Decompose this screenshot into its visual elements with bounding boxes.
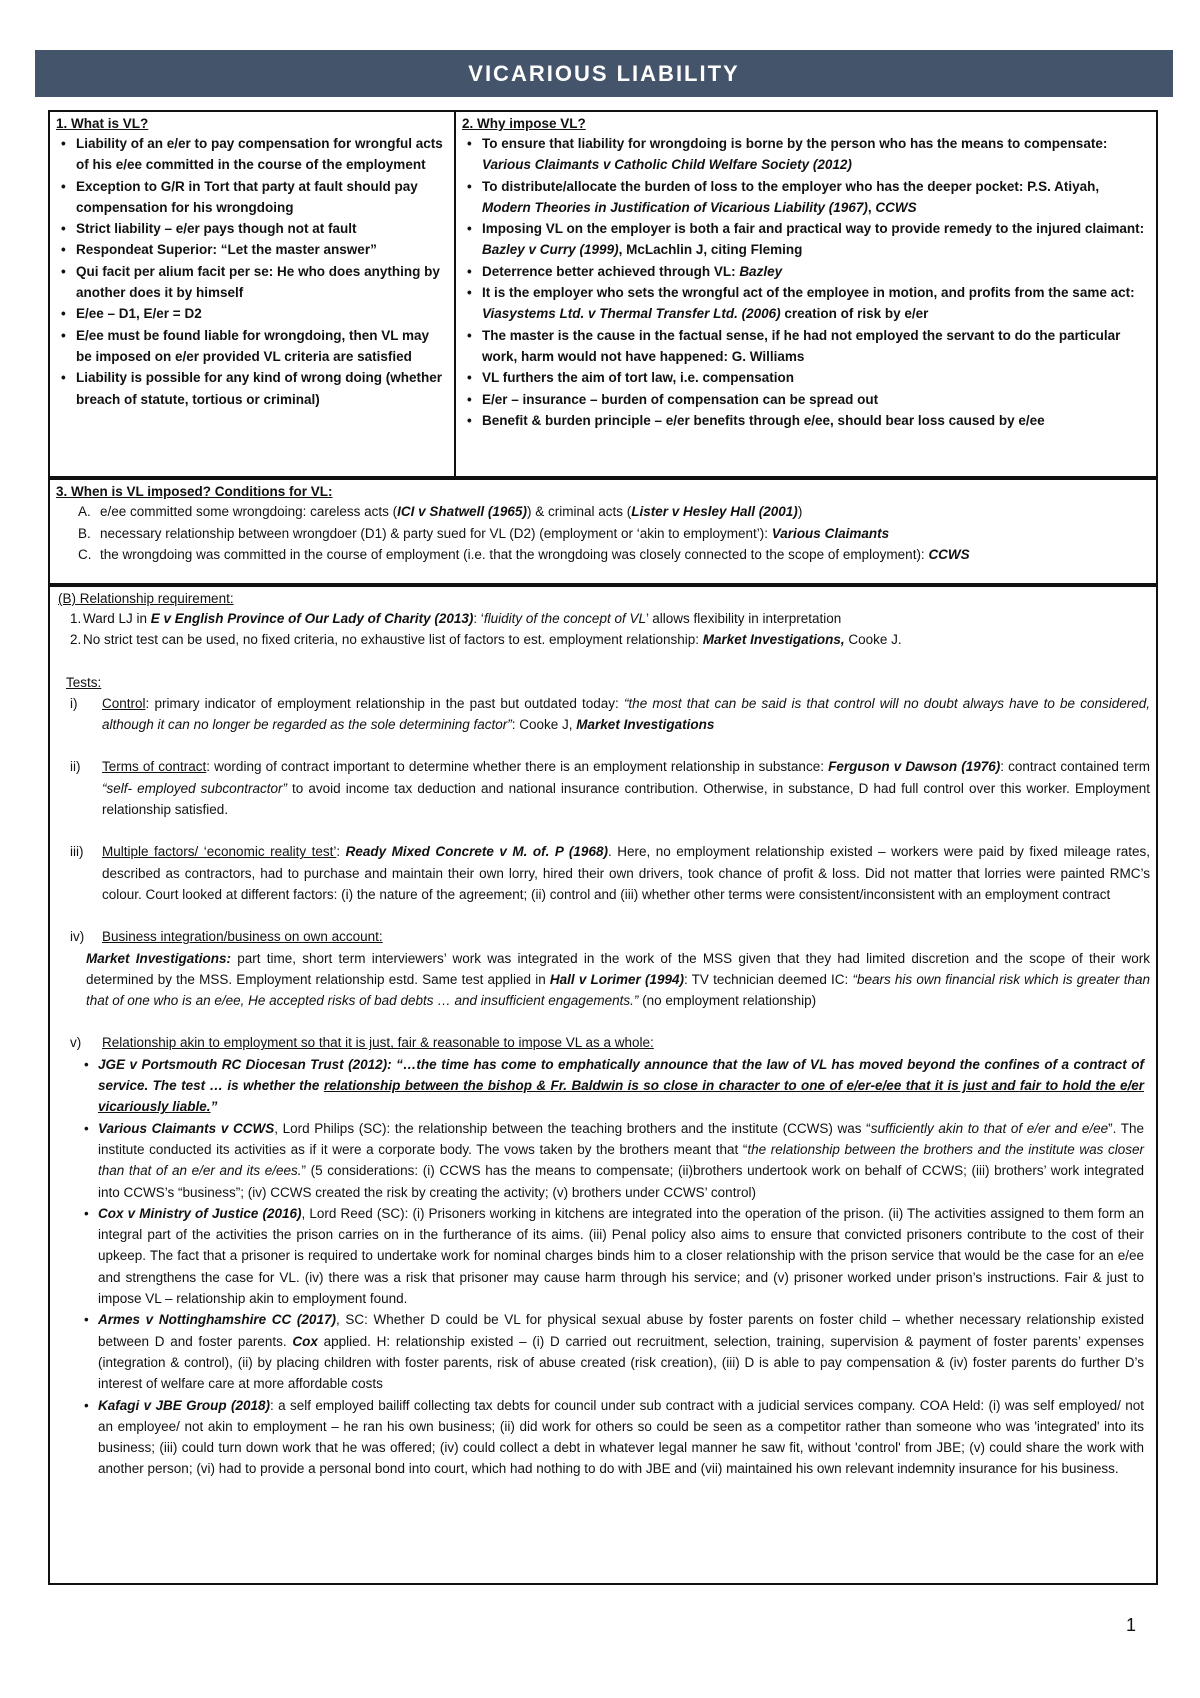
text: , (1095, 178, 1100, 194)
text: To distribute/allocate the burden of loss to the employer who has the deeper pocket: (482, 178, 1028, 194)
test-business-integration (58, 926, 1150, 947)
section-heading: 3. When is VL imposed? Conditions for VL: (56, 484, 333, 499)
text: ) (797, 504, 803, 519)
text: Ward LJ in (83, 611, 151, 626)
text: necessary relationship between wrongdoer (D1) & party sued for VL (D2) (employment or ‘akin to employment’): (100, 525, 772, 541)
case-citation: Armes v Nottinghamshire CC (2017) (98, 1312, 336, 1328)
case-citation: Various Claimants v Catholic Child Welfare Society (2012) (482, 157, 852, 173)
text: , SC: Whether D could be VL for physical sexual abuse by foster parents on foster child – whether necessary relationship existed between D and foster parents. (98, 1312, 1145, 1349)
case-citation: Lister v Hesley Hall (2001) (631, 504, 798, 519)
case-citation: Hall v Lorimer (1994) (549, 971, 684, 987)
quote: sufficiently akin to that of e/er and e/ee (870, 1120, 1109, 1136)
book-title: Modern Theories in Justification of Vicarious Liability (1967) (482, 199, 868, 215)
section-heading: 2. Why impose VL? (462, 116, 586, 131)
text: , Lord Reed (SC): (i) Prisoners working in kitchens are integrated into the operation of the prison. (ii) The activities assigned to them form an integral part of the activities the prison carries on in the furtherance of its aims. (iii) Penal policy also aims to ensure that convicted prisoners contribute to the cost of their upkeep. The fact that a prisoner is required to undertake work for nominal charges binds him to a closer relationship with the prison service that would be the case for an e/ee and strengthens the case for VL. (iv) there was a risk that prisoner may cause harm through his service; and (v) prisoner worked under prison’s instructions. Fair & just to impose VL – relationship akin to employment found. (98, 1205, 1144, 1307)
list-marker: 1. (70, 611, 82, 626)
list-item: • Qui facit per alium facit per se: He who does anything by another does it by himself (56, 261, 448, 304)
text: e/ee committed some wrongdoing: careless acts ( (100, 504, 398, 519)
text: Imposing VL on the employer is both a fair and practical way to provide remedy to the injured claimant: (482, 221, 1145, 237)
conditions-list (56, 501, 1150, 566)
list-item: • Liability is possible for any kind of wrong doing (whether breach of statute, tortious or criminal) (56, 367, 448, 410)
text: ”. The institute conducted its activities as if it were a corporate body. The vows taken by the brothers meant that “ (98, 1120, 1145, 1157)
list-marker: 2. (70, 632, 82, 648)
list-marker: ii) (70, 759, 81, 775)
text: , McLachlin J, citing (618, 242, 751, 258)
list-item (58, 1054, 1150, 1118)
quote: the relationship between the brothers and the institute was closer than that of an e/er and its e/ees. (98, 1141, 1144, 1179)
case-citation: Market Investigations (576, 717, 715, 733)
case-citation: Viasystems Ltd. v Thermal Transfer Ltd. (2006) (482, 306, 781, 322)
quote-emphasis: relationship between the bishop & Fr. Baldwin is so close in character to one of e/er-e/ee that it is just and fair to hold the e/er vicariously liable. (98, 1078, 1145, 1115)
list-item (58, 1395, 1150, 1480)
case-citation: ICI v Shatwell (1965) (397, 504, 527, 519)
list-item (58, 608, 1150, 629)
tests-heading: Tests: (66, 674, 102, 690)
list-item (58, 1118, 1150, 1203)
list-item (56, 544, 1150, 566)
case-citation: CCWS (928, 547, 970, 562)
list-item: • Exception to G/R in Tort that party at fault should pay compensation for his wrongdoing (56, 176, 448, 219)
text: to avoid income tax deduction and national insurance contribution. Otherwise, in substance, D had full control over this worker. Employment relationship satisfied. (102, 780, 1151, 818)
list-marker: C. (78, 547, 92, 562)
case-citation: Cox v Ministry of Justice (2016) (98, 1205, 302, 1221)
author-name: Fleming (750, 242, 803, 258)
text: part time, short term interviewers’ work was integrated in the work of the MSS given that they had limited discretion and the scope of their work determined by the MSS. Employment relationship estd. Same test applied in (86, 950, 1150, 987)
test-business-integration-body (58, 948, 1150, 1012)
test-name: Control (102, 695, 146, 711)
text: Cooke J. (844, 632, 902, 648)
list-item (462, 325, 1150, 368)
text: : contract contained term (1000, 759, 1150, 775)
text: : (336, 844, 346, 860)
text: : ‘ (473, 611, 484, 626)
conditions-section (48, 478, 1158, 585)
text: To ensure that liability for wrongdoing is borne by the person who has the means to compensate: (482, 136, 1108, 151)
list-item (462, 218, 1150, 261)
test-name: Terms of contract (102, 759, 207, 775)
quote: “the most that can be said is that control will no doubt always have to be considered, although it can no longer be regarded as the sole determining factor” (102, 695, 1150, 733)
test-name: Relationship akin to employment so that it is just, fair & reasonable to impose VL as a whole: (102, 1035, 654, 1051)
test-terms-of-contract (58, 756, 1150, 820)
author-name: G. Williams (731, 348, 805, 364)
list-item (462, 133, 1150, 176)
list-item (58, 629, 1150, 650)
text: : Cooke J, (511, 717, 577, 733)
text: creation of risk by e/er (780, 306, 929, 322)
list-item: • VL furthers the aim of tort law, i.e. compensation (462, 367, 1150, 388)
text: ” (210, 1099, 218, 1115)
case-citation: Various Claimants (771, 525, 890, 541)
list-item: • Respondeat Superior: “Let the master answer” (56, 239, 448, 260)
list-item: • Benefit & burden principle – e/er benefits through e/ee, should bear loss caused by e/ee (462, 410, 1150, 431)
text: : wording of contract important to determine whether there is an employment relationship in substance: (206, 759, 829, 775)
list-marker: iv) (70, 929, 85, 945)
author-name: P.S. Atiyah (1027, 178, 1096, 194)
list-marker: iii) (70, 844, 84, 860)
text: : TV technician deemed IC: (683, 971, 853, 987)
case-citation: Ready Mixed Concrete v M. of. P (1968) (345, 844, 608, 860)
section-heading: (B) Relationship requirement: (58, 591, 234, 606)
case-citation: Various Claimants v CCWS (98, 1120, 275, 1136)
case-citation: Cox (292, 1333, 318, 1349)
bullet-list (56, 133, 448, 410)
text: No strict test can be used, no fixed criteria, no exhaustive list of factors to est. employment relationship: (83, 632, 703, 648)
what-is-vl-section (50, 112, 456, 476)
text: . Here, no employment relationship existed – workers were paid by fixed mileage rates, described as contractors, had to purchase and maintain their own lorry, hired their own drivers, took chance of profit & loss. Did not matter that lorries were painted RMC’s colour. Court looked at different factors: (i) the nature of the agreement; (ii) control and (iii) whether other terms were consistent/inconsistent with an employment contract (102, 844, 1150, 902)
list-item: • E/ee – D1, E/er = D2 (56, 303, 448, 324)
text: The master is the cause in the factual sense, if he had not employed the servant to do the particular work, harm would not have happened: (482, 327, 1121, 364)
list-item (56, 501, 1150, 523)
case-citation: JGE v Portsmouth RC Diocesan Trust (2012) (98, 1056, 388, 1072)
text: , Lord Philips (SC): the relationship between the teaching brothers and the institute (CCWS) was “ (274, 1120, 871, 1136)
text: ) & criminal acts ( (526, 504, 632, 519)
text: (no employment relationship) (638, 993, 817, 1009)
case-citation: E v English Province of Our Lady of Charity (2013) (150, 611, 474, 626)
case-citation: Bazley v Curry (1999) (482, 242, 619, 258)
list-marker: i) (70, 695, 78, 711)
relationship-section (48, 585, 1158, 1585)
list-item (56, 523, 1150, 545)
case-citation: Bazley (739, 263, 783, 279)
list-item: • Strict liability – e/er pays though not at fault (56, 218, 448, 239)
bullet-list (462, 133, 1150, 431)
case-list (58, 1054, 1150, 1480)
case-citation: Ferguson v Dawson (1976) (828, 759, 1001, 775)
text: : “ (387, 1056, 403, 1072)
list-item (58, 1203, 1150, 1309)
list-item: • E/er – insurance – burden of compensation can be spread out (462, 389, 1150, 410)
text: the wrongdoing was committed in the course of employment (i.e. that the wrongdoing was closely connected to the scope of employment): (100, 547, 929, 562)
test-akin-to-employment (58, 1032, 1150, 1053)
quote: …the time has come to emphatically announce that the law of VL has moved beyond the confines of a contract of service. The test … is whether the (98, 1056, 1145, 1094)
test-control (58, 693, 1150, 736)
test-name: Multiple factors/ ‘economic reality test’ (102, 844, 337, 860)
text: applied. H: relationship existed – (i) D carried out recruitment, selection, training, supervision & payment of foster parents’ expenses (integration & control), (ii) by placing children with foster parents, risk of abuse created (risk creation), (iii) D is able to pay compensation & (iv) foster parents do further D’s interest of welfare care at more affordable costs (98, 1333, 1144, 1392)
list-item (462, 261, 1150, 282)
test-multiple-factors (58, 841, 1150, 905)
numbered-list (58, 608, 1150, 651)
text: , (867, 199, 876, 215)
quote: “self- employed subcontractor” (102, 780, 287, 796)
quote: “bears his own financial risk which is greater than that of one who is an e/ee, He accepted risks of bad debts … and insufficient engagements.” (86, 971, 1150, 1009)
text: Deterrence better achieved through VL: (482, 263, 740, 279)
text: It is the employer who sets the wrongful act of the employee in motion, and profits from the same act: (482, 285, 1135, 301)
case-citation: Market Investigations: (86, 950, 232, 966)
list-item (462, 176, 1150, 219)
quote: fluidity of the concept of VL (483, 611, 646, 626)
page-title: VICARIOUS LIABILITY (35, 50, 1173, 97)
case-citation: Kafagi v JBE Group (2018) (98, 1397, 270, 1413)
why-impose-vl-section (456, 112, 1156, 476)
test-name: Business integration/business on own account: (102, 929, 383, 945)
list-item: • Liability of an e/er to pay compensation for wrongful acts of his e/ee committed in the course of the employment (56, 133, 448, 176)
intro-table (48, 110, 1158, 478)
list-marker: A. (78, 504, 91, 519)
page-number: 1 (1126, 1615, 1137, 1635)
list-item (58, 1309, 1150, 1394)
text: ’ allows flexibility in interpretation (645, 611, 842, 626)
case-citation: CCWS (875, 199, 917, 215)
list-marker: v) (70, 1035, 82, 1051)
case-citation: Market Investigations, (702, 632, 845, 648)
list-marker: B. (78, 525, 91, 541)
text: : a self employed bailiff collecting tax debts for council under sub contract with a judicial services company. COA Held: (i) was self employed/ not an employee/ not akin to employment – he ran his own business; (ii) did work for others so could be seen as a competitor rather than someone who was 'integrated' into its business; (iii) could turn down work that he was offered; (iv) could collect a debt in whatever legal manner he saw fit, without 'control' from JBE; (v) could share the work with another person; (vi) had to provide a personal bond into court, which had nothing to do with JBE and (vii) maintained his own relevant indemnity insurance for his business. (98, 1397, 1144, 1477)
text: : primary indicator of employment relationship in the past but outdated today: (145, 695, 624, 711)
section-heading: 1. What is VL? (56, 116, 149, 131)
text: ” (5 considerations: (i) CCWS has the means to compensate; (ii)brothers undertook work on behalf of CCWS; (iii) brothers’ work integrated into CCWS’s “business”; (iv) CCWS created the risk by creating the activity; (v) brothers under CCWS’ control) (98, 1163, 1144, 1200)
list-item: • E/ee must be found liable for wrongdoing, then VL may be imposed on e/er provided VL criteria are satisfied (56, 325, 448, 368)
list-item (462, 282, 1150, 325)
